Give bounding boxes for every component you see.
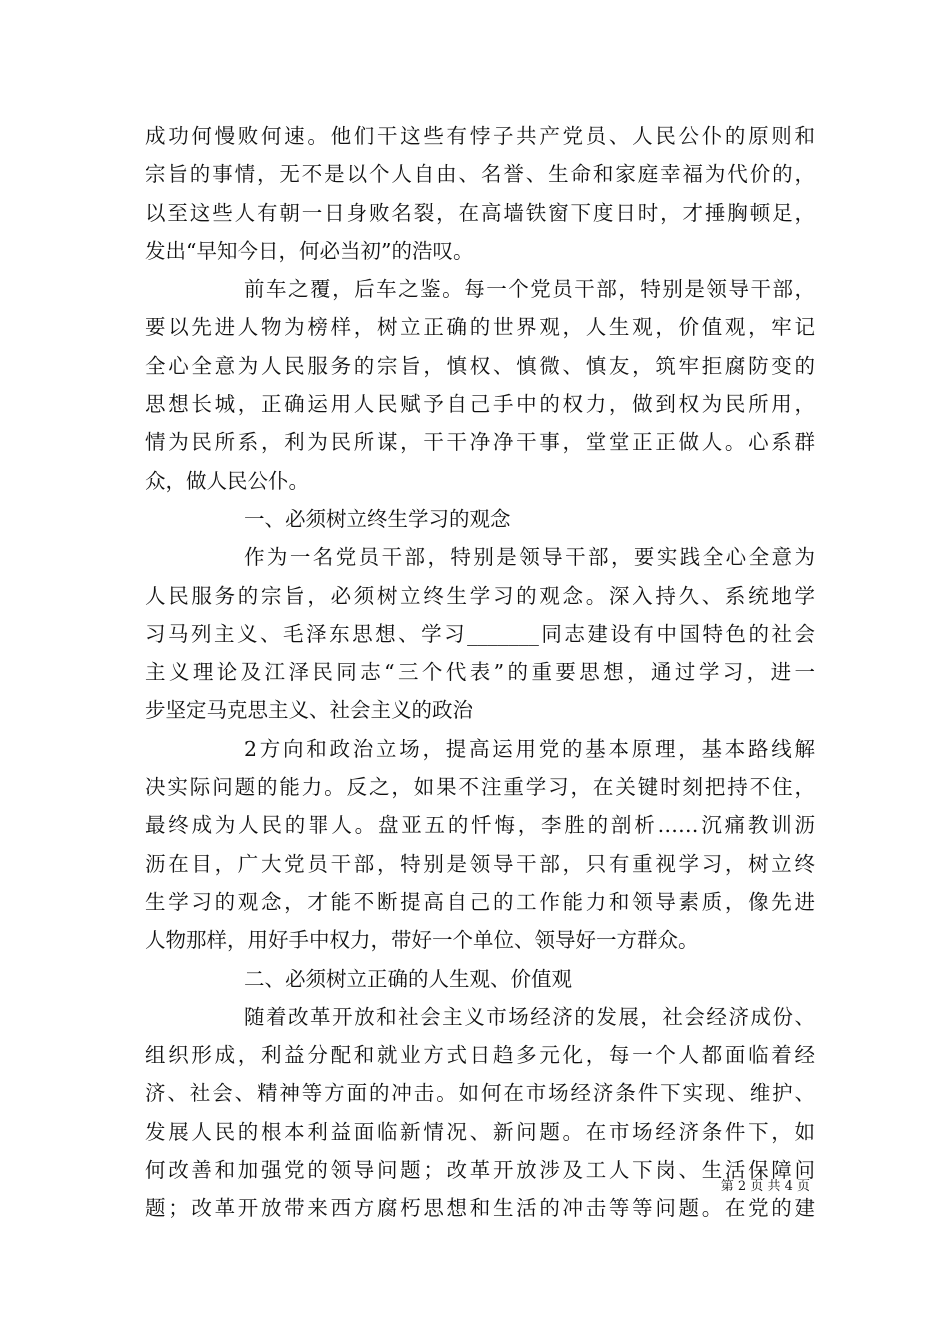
paragraph-first-line: 随着改革开放和社会主义市场经济的发展，社会经济成份、 [244, 1004, 815, 1029]
paragraph-first-line: 前车之覆，后车之鉴。每一个党员干部，特别是领导干部， [244, 277, 815, 302]
page-number-footer: 第 2 页 共 4 页 [720, 1179, 810, 1194]
text-line: 题；改革开放带来西方腐朽思想和生活的冲击等等问题。在党的建 [145, 1196, 815, 1221]
text-line: 沥在目，广大党员干部，特别是领导干部，只有重视学习，树立终 [145, 851, 815, 876]
text-line: 人物那样，用好手中权力，带好一个单位、领导好一方群众。 [145, 928, 699, 953]
text-line: 人民服务的宗旨，必须树立终生学习的观念。深入持久、系统地学 [145, 583, 815, 608]
text-line: 全心全意为人民服务的宗旨，慎权、慎微、慎友，筑牢拒腐防变的 [145, 353, 815, 378]
text-line: 发展人民的根本利益面临新情况、新问题。在市场经济条件下，如 [145, 1119, 815, 1144]
text-line: 宗旨的事情，无不是以个人自由、名誉、生命和家庭幸福为代价的， [145, 162, 815, 187]
paragraph-first-line: 作为一名党员干部，特别是领导干部，要实践全心全意为 [244, 545, 815, 570]
document-body [145, 117, 815, 1228]
text-line: 主义理论及江泽民同志“三个代表”的重要思想，通过学习，进一 [145, 660, 815, 685]
text-line: 发出“早知今日，何必当初”的浩叹。 [145, 238, 474, 263]
text-line: 最终成为人民的罪人。盘亚五的忏悔，李胜的剖析……沉痛教训沥 [145, 813, 815, 838]
text-line: 习马列主义、毛泽东思想、学习_______同志建设有中国特色的社会 [145, 621, 815, 646]
text-line: 生学习的观念，才能不断提高自己的工作能力和领导素质，像先进 [145, 889, 815, 914]
section-heading: 二、必须树立正确的人生观、价值观 [244, 966, 572, 991]
text-line: 何改善和加强党的领导问题；改革开放涉及工人下岗、生活保障问 [145, 1158, 815, 1183]
text-line: 决实际问题的能力。反之，如果不注重学习，在关键时刻把持不住， [145, 775, 815, 800]
section-heading: 一、必须树立终生学习的观念 [244, 506, 511, 531]
text-line: 步坚定马克思主义、社会主义的政治 [145, 698, 473, 723]
text-line: 以至这些人有朝一日身败名裂，在高墙铁窗下度日时，才捶胸顿足， [145, 200, 815, 225]
text-line: 成功何慢败何速。他们干这些有悖子共产党员、人民公仆的原则和 [145, 124, 815, 148]
text-line: 组织形成，利益分配和就业方式日趋多元化，每一个人都面临着经 [145, 1043, 815, 1068]
text-line: 要以先进人物为榜样，树立正确的世界观，人生观，价值观，牢记 [145, 315, 815, 340]
paragraph-first-line: 2方向和政治立场，提高运用党的基本原理，基本路线解 [244, 736, 815, 761]
text-line: 思想长城，正确运用人民赋予自己手中的权力，做到权为民所用， [145, 392, 815, 417]
text-line: 济、社会、精神等方面的冲击。如何在市场经济条件下实现、维护、 [145, 1081, 815, 1106]
text-line: 众，做人民公仆。 [145, 468, 309, 493]
text-line: 情为民所系，利为民所谋，干干净净干事，堂堂正正做人。心系群 [145, 430, 815, 455]
